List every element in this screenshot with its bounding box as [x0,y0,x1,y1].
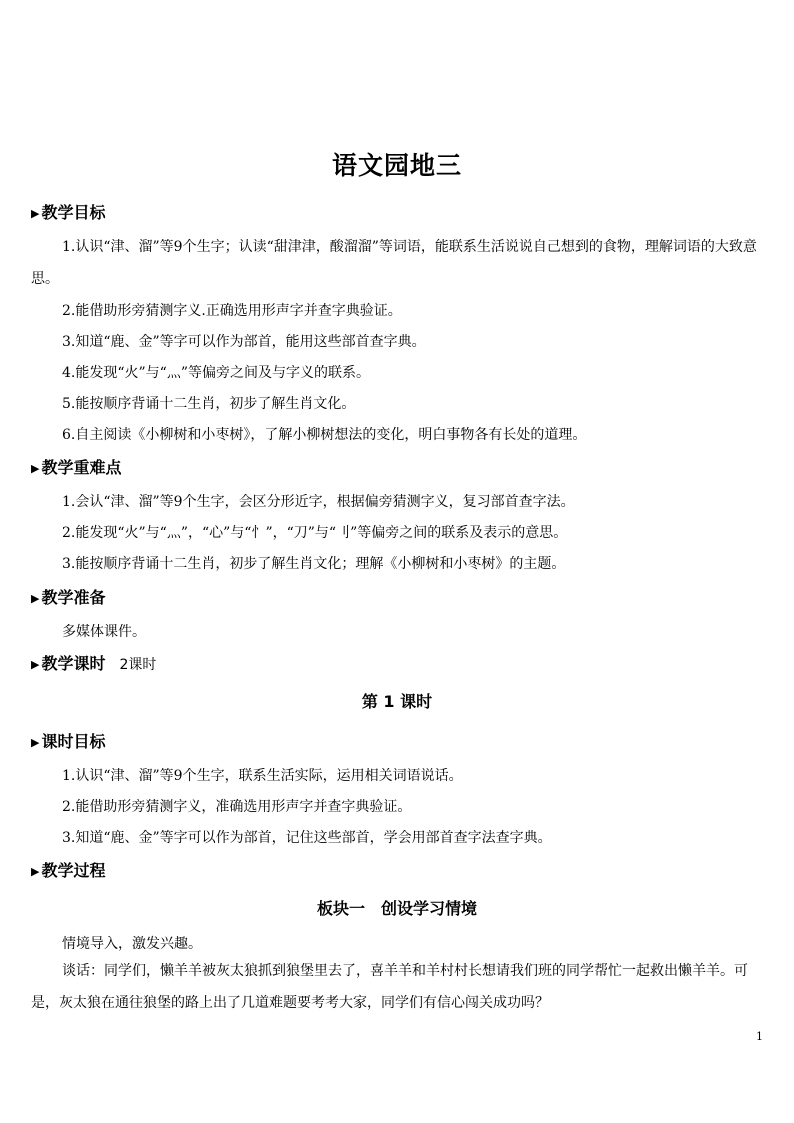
objective-4: 4.能发现“火”与“灬”等偏旁之间及与字义的联系。 [62,365,370,381]
key-point-1: 1.会认“津、溜”等9个生字，会区分形近字，根据偏旁猜测字义，复习部首查字法。 [62,494,575,510]
triangle-bullet-icon: ▶ [31,736,40,749]
page-number: 1 [756,1030,763,1043]
section-heading-lesson-objectives: ▶ 课时目标 [31,732,106,751]
talk-paragraph: 谈话：同学们，懒羊羊被灰太狼抓到狼堡里去了，喜羊羊和羊村村长想请我们班的同学帮忙一起救出懒羊羊。可是，灰太狼在通往狼堡的路上出了几道难题要考考大家，同学们有信心闯关成功吗？ [31,963,748,1011]
page-title: 语文园地三 [331,151,462,180]
section-heading-preparation: ▶ 教学准备 [31,588,106,607]
key-point-3: 3.能按顺序背诵十二生肖，初步了解生肖文化；理解《小柳树和小枣树》的主题。 [62,556,566,572]
lesson-objective-1: 1.认识“津、溜”等9个生字，联系生活实际，运用相关词语说话。 [62,768,463,784]
lesson-objective-3: 3.知道“鹿、金”等字可以作为部首，记住这些部首，学会用部首查字法查字典。 [62,830,552,846]
preparation-text: 多媒体课件。 [62,624,146,640]
triangle-bullet-icon: ▶ [31,658,40,671]
triangle-bullet-icon: ▶ [31,592,40,605]
section-heading-key-points: ▶ 教学重难点 [31,458,122,477]
triangle-bullet-icon: ▶ [31,207,40,220]
periods-value: 2课时 [119,657,157,673]
lesson-title: 第 1 课时 [361,692,433,711]
objective-3: 3.知道“鹿、金”等字可以作为部首，能用这些部首查字典。 [62,334,426,350]
triangle-bullet-icon: ▶ [31,865,40,878]
section-heading-periods: ▶ 教学课时 2课时 [31,654,157,673]
block-title: 板块一 创设学习情境 [316,899,477,918]
objective-6: 6.自主阅读《小柳树和小枣树》，了解小柳树想法的变化，明白事物各有长处的道理。 [62,427,587,443]
triangle-bullet-icon: ▶ [31,462,40,475]
section-heading-process: ▶ 教学过程 [31,861,106,880]
intro-text: 情境导入，激发兴趣。 [62,936,202,952]
key-point-2: 2.能发现“火”与“灬”，“心”与“忄”，“刀”与“刂”等偏旁之间的联系及表示的意思。 [62,525,568,541]
objective-2: 2.能借助形旁猜测字义.正确选用形声字并查字典验证。 [62,303,402,319]
objective-1: 1.认识“津、溜”等9个生字；认读“甜津津，酸溜溜”等词语，能联系生活说说自己想到的食物，理解词语的大致意思。 [31,239,757,287]
lesson-objective-2: 2.能借助形旁猜测字义，准确选用形声字并查字典验证。 [62,799,412,815]
section-heading-objectives: ▶ 教学目标 [31,203,106,222]
objective-5: 5.能按顺序背诵十二生肖，初步了解生肖文化。 [62,396,356,412]
